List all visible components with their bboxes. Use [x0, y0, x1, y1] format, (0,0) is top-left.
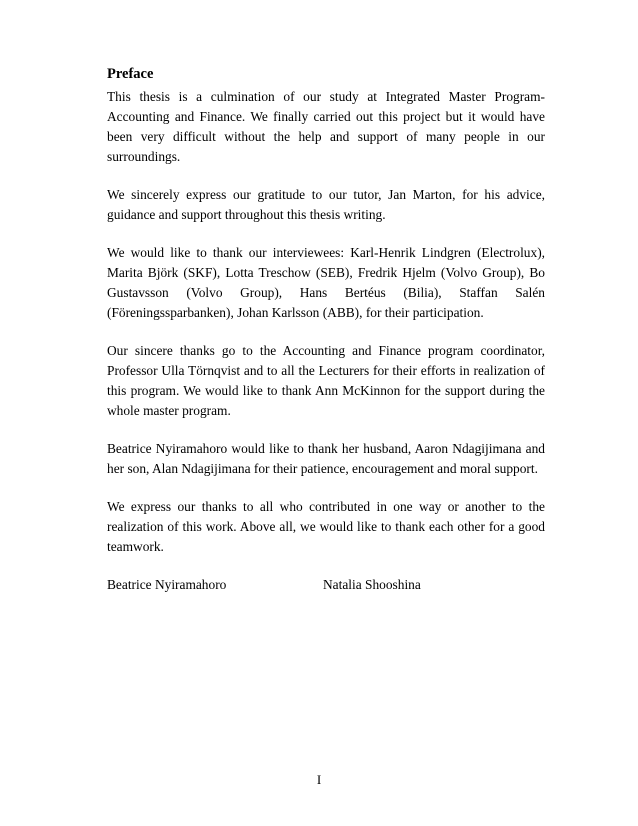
- author-name-right: Natalia Shooshina: [323, 577, 421, 592]
- paragraph-program-thanks: Our sincere thanks go to the Accounting and Finance program coordinator, Professor Ulla Törnqvist and to all the Lecturers for their efforts in realization of this program. We would like to thank Ann McKinnon for the support during the whole master program.: [107, 343, 545, 418]
- signature-line: [107, 575, 545, 595]
- page-number: I: [316, 772, 322, 787]
- preface-section: [107, 65, 545, 595]
- paragraph-interviewees: We would like to thank our interviewees: Karl-Henrik Lindgren (Electrolux), Marita Björk (SKF), Lotta Treschow (SEB), Fredrik Hjelm (Volvo Group), Bo Gustavsson (Volvo Group), Hans Bertéus (Bilia), Staffan Salén (Föreningssparbanken), Johan Karlsson (ABB), for their participation.: [107, 245, 545, 320]
- author-name-left: Beatrice Nyiramahoro: [107, 577, 227, 592]
- paragraph-tutor-thanks: We sincerely express our gratitude to our tutor, Jan Marton, for his advice, guidance and support throughout this thesis writing.: [107, 187, 545, 222]
- preface-heading: Preface: [107, 66, 154, 82]
- paragraph-family-thanks: Beatrice Nyiramahoro would like to thank her husband, Aaron Ndagijimana and her son, Alan Ndagijimana for their patience, encouragement and moral support.: [107, 441, 545, 476]
- paragraph-intro: This thesis is a culmination of our study at Integrated Master Program-Accounting and Finance. We finally carried out this project but it would have been very difficult without the help and support of many people in our surroundings.: [107, 89, 545, 164]
- paragraph-closing: We express our thanks to all who contributed in one way or another to the realization of this work. Above all, we would like to thank each other for a good teamwork.: [107, 499, 545, 554]
